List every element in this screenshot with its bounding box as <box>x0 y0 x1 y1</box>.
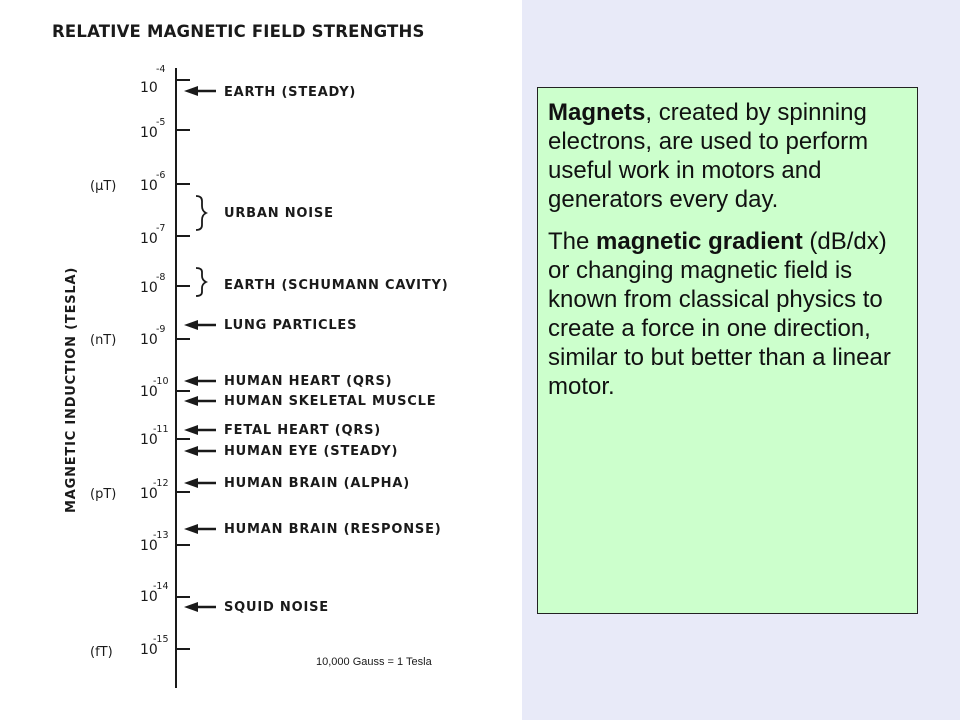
power-label <box>140 170 165 194</box>
svg-text:-4: -4 <box>156 64 166 75</box>
svg-text:-14: -14 <box>153 581 169 592</box>
unit-label-nano: (nT) <box>90 333 117 348</box>
source-label-urban-noise: URBAN NOISE <box>224 206 334 221</box>
power-label <box>140 223 165 247</box>
power-label <box>140 581 169 605</box>
svg-text:10: 10 <box>140 432 158 448</box>
svg-text:-6: -6 <box>156 170 166 181</box>
explanation-box <box>537 87 918 614</box>
svg-text:-15: -15 <box>153 634 169 645</box>
source-label-earth-schumann: EARTH (SCHUMANN CAVITY) <box>224 278 449 293</box>
magnets-term: Magnets <box>548 99 646 126</box>
magnets-paragraph <box>548 98 907 214</box>
arrow-icon <box>184 425 216 435</box>
arrow-icon <box>184 446 216 456</box>
power-label <box>140 478 169 502</box>
gradient-term: magnetic gradient <box>596 228 803 255</box>
svg-text:-9: -9 <box>156 324 166 335</box>
conversion-note: 10,000 Gauss = 1 Tesla <box>316 656 432 668</box>
gradient-intro: The <box>548 228 597 255</box>
source-label-fetal-heart: FETAL HEART (QRS) <box>224 423 382 438</box>
power-label <box>140 272 165 296</box>
power-label <box>140 376 169 400</box>
gradient-paragraph <box>548 227 907 401</box>
source-label-brain-response: HUMAN BRAIN (RESPONSE) <box>224 522 442 537</box>
source-label-squid-noise: SQUID NOISE <box>224 600 329 615</box>
magnets-text: , created by spinning electrons, are used to perform useful work in motors and generators every day. <box>548 99 869 213</box>
arrow-icon <box>184 376 216 386</box>
svg-text:-12: -12 <box>153 478 169 489</box>
urban-noise-brace <box>196 196 206 230</box>
svg-text:10: 10 <box>140 125 158 141</box>
scale-ticks <box>176 80 190 649</box>
power-label <box>140 530 169 554</box>
svg-text:10: 10 <box>140 538 158 554</box>
svg-text:-13: -13 <box>153 530 169 541</box>
arrow-icon <box>184 396 216 406</box>
arrow-icon <box>184 320 216 330</box>
unit-label-micro: (μT) <box>90 179 117 194</box>
source-label-human-eye: HUMAN EYE (STEADY) <box>224 444 399 459</box>
unit-label-pico: (pT) <box>90 487 117 502</box>
svg-text:10: 10 <box>140 280 158 296</box>
arrow-icon <box>184 524 216 534</box>
svg-text:10: 10 <box>140 642 158 658</box>
schumann-brace <box>196 268 206 296</box>
svg-text:10: 10 <box>140 589 158 605</box>
power-label <box>140 634 169 658</box>
svg-text:10: 10 <box>140 384 158 400</box>
power-label <box>140 424 169 448</box>
arrow-icon <box>184 602 216 612</box>
arrow-icon <box>184 478 216 488</box>
svg-text:10: 10 <box>140 332 158 348</box>
power-label <box>140 117 165 141</box>
svg-text:-10: -10 <box>153 376 169 387</box>
source-arrows <box>184 86 216 612</box>
svg-text:-11: -11 <box>153 424 169 435</box>
figure-title: RELATIVE MAGNETIC FIELD STRENGTHS <box>52 22 425 41</box>
source-label-lung-particles: LUNG PARTICLES <box>224 318 358 333</box>
gradient-text: (dB/dx) or changing magnetic field is known from classical physics to create a force in one direction, similar to but better than a linear motor. <box>548 228 891 400</box>
source-label-earth-steady: EARTH (STEADY) <box>224 85 357 100</box>
svg-text:-7: -7 <box>156 223 166 234</box>
unit-label-femto: (fT) <box>90 645 113 660</box>
svg-text:10: 10 <box>140 80 158 96</box>
power-label <box>140 64 165 96</box>
svg-text:10: 10 <box>140 231 158 247</box>
source-label-brain-alpha: HUMAN BRAIN (ALPHA) <box>224 476 410 491</box>
source-label-human-heart: HUMAN HEART (QRS) <box>224 374 393 389</box>
arrow-icon <box>184 86 216 96</box>
power-label <box>140 324 165 348</box>
svg-text:-8: -8 <box>156 272 166 283</box>
svg-text:10: 10 <box>140 486 158 502</box>
svg-text:10: 10 <box>140 178 158 194</box>
axis-label: MAGNETIC INDUCTION (TESLA) <box>64 266 79 513</box>
svg-text:-5: -5 <box>156 117 166 128</box>
source-label-skeletal-muscle: HUMAN SKELETAL MUSCLE <box>224 394 437 409</box>
